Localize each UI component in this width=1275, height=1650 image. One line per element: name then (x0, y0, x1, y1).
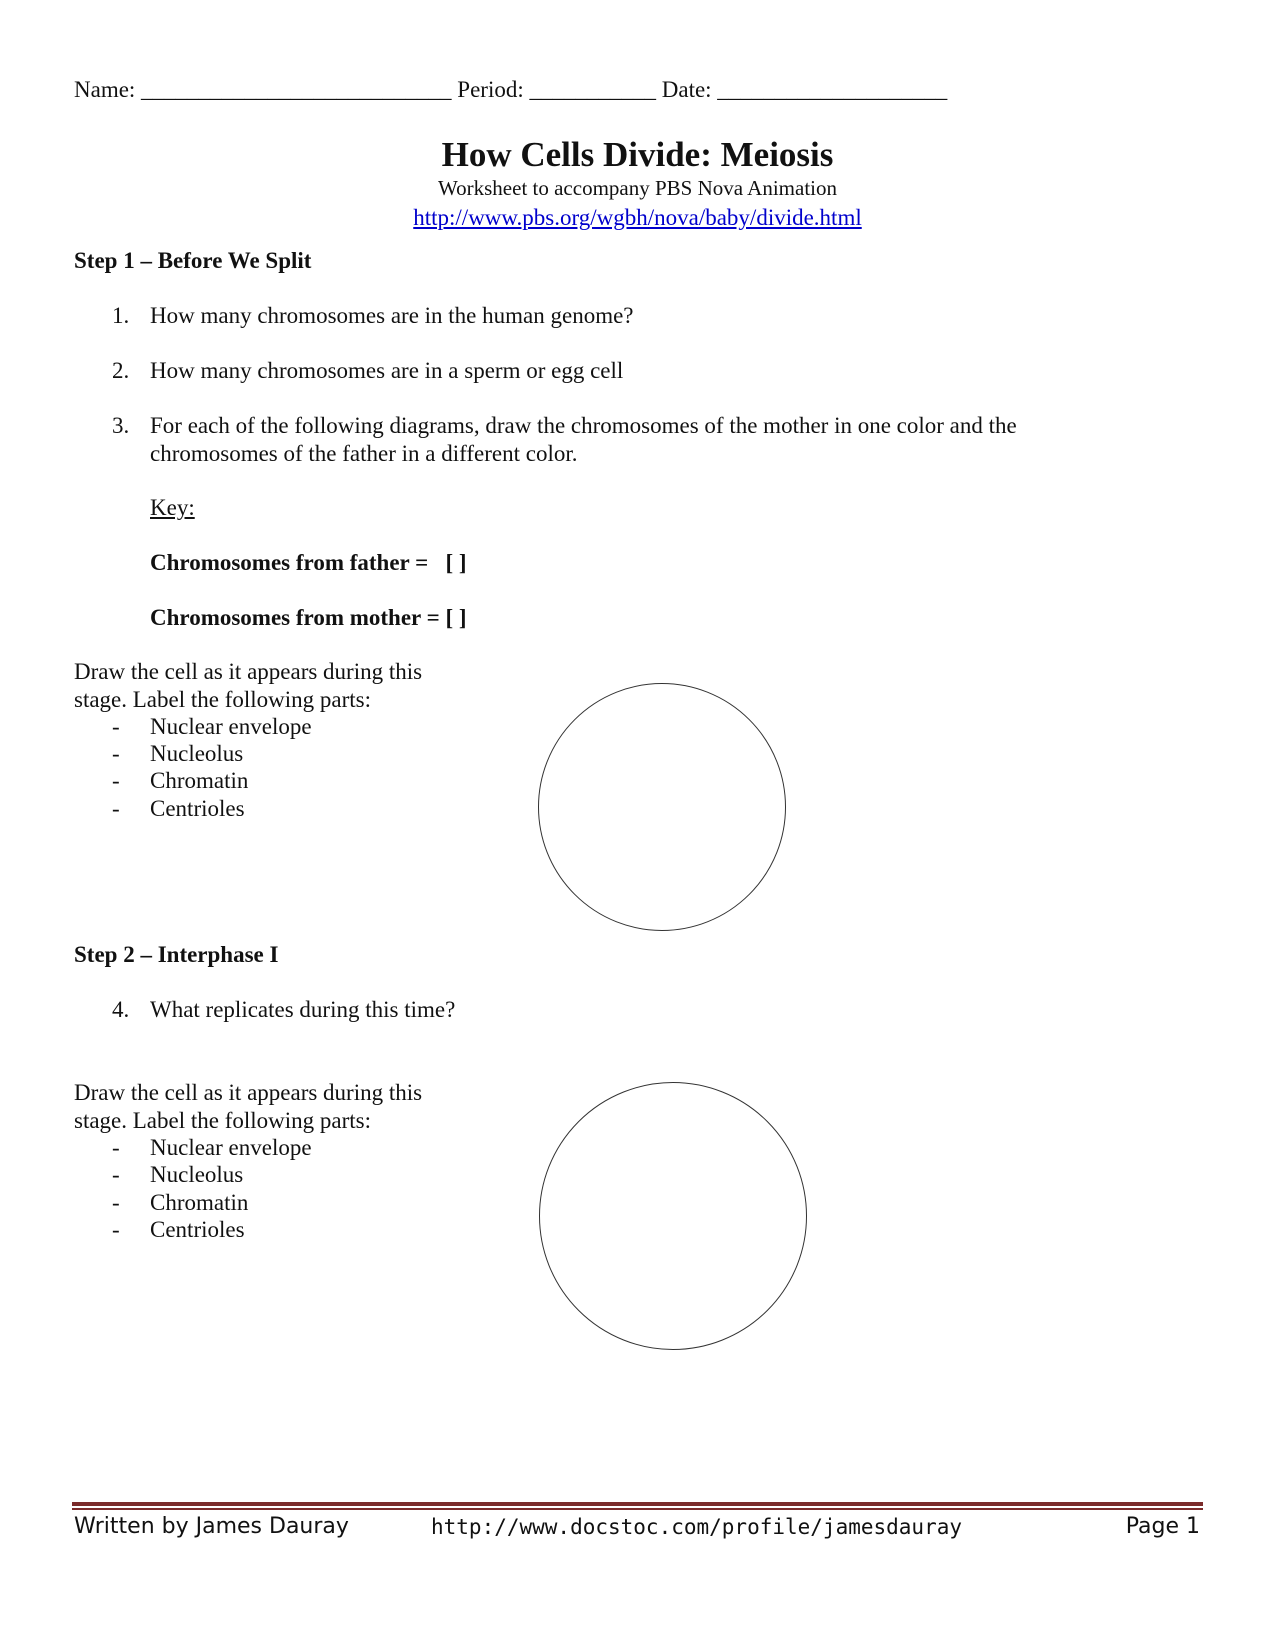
part-label: Nucleolus (150, 741, 244, 766)
key-father-label: Chromosomes from father = (150, 550, 429, 575)
key-label: Key: (150, 495, 195, 520)
pbs-link-row (0, 204, 1275, 232)
step2-heading: Step 2 – Interphase I (74, 942, 279, 967)
step1-heading: Step 1 – Before We Split (74, 248, 312, 273)
part-label: Nucleolus (150, 1162, 244, 1187)
part-label: Centrioles (150, 1217, 245, 1242)
part-label: Chromatin (150, 1190, 249, 1215)
key-mother-row (150, 604, 467, 632)
question-number: 1. (112, 303, 130, 328)
pbs-animation-link[interactable]: http://www.pbs.org/wgbh/nova/baby/divide.html (413, 205, 862, 230)
step1-draw-instructions: Draw the cell as it appears during this stage. Label the following parts: (74, 659, 423, 712)
bullet-dash: - (112, 1217, 120, 1242)
bullet-dash: - (112, 768, 120, 793)
page-title: How Cells Divide: Meiosis (441, 135, 834, 174)
key-mother-label: Chromosomes from mother = (150, 605, 440, 630)
part-label: Nuclear envelope (150, 714, 312, 739)
footer-divider-thin (72, 1508, 1203, 1510)
question-number: 2. (112, 358, 130, 383)
bullet-dash: - (112, 1190, 120, 1215)
part-label: Centrioles (150, 796, 245, 821)
step2-draw-instructions: Draw the cell as it appears during this stage. Label the following parts: (74, 1080, 423, 1133)
bullet-dash: - (112, 1162, 120, 1187)
question-number: 4. (112, 997, 130, 1022)
footer-author: Written by James Dauray (74, 1514, 349, 1539)
key-father-row (150, 549, 467, 577)
key-mother-color-box: [ ] (445, 605, 467, 630)
cell-drawing-circle-step1[interactable] (538, 683, 786, 931)
page-subtitle: Worksheet to accompany PBS Nova Animation (438, 176, 837, 200)
name-period-date-line: Name: ___________________________ Period: ___________ Date: ____________________ (74, 77, 948, 102)
question-1-text: How many chromosomes are in the human genome? (150, 303, 634, 328)
footer-divider (72, 1502, 1203, 1506)
question-3-text: For each of the following diagrams, draw the chromosomes of the mother in one color and the chromosomes of the father in a different color. (150, 413, 1017, 466)
bullet-dash: - (112, 714, 120, 739)
footer-url: http://www.docstoc.com/profile/jamesdauray (431, 1515, 963, 1539)
part-label: Chromatin (150, 768, 249, 793)
key-father-color-box: [ ] (445, 550, 467, 575)
question-2-text: How many chromosomes are in a sperm or egg cell (150, 358, 624, 383)
question-number: 3. (112, 413, 130, 438)
footer-page-number: Page 1 (1125, 1514, 1200, 1539)
bullet-dash: - (112, 1135, 120, 1160)
bullet-dash: - (112, 796, 120, 821)
part-label: Nuclear envelope (150, 1135, 312, 1160)
bullet-dash: - (112, 741, 120, 766)
cell-drawing-circle-step2[interactable] (539, 1082, 807, 1350)
question-4-text: What replicates during this time? (150, 997, 456, 1022)
